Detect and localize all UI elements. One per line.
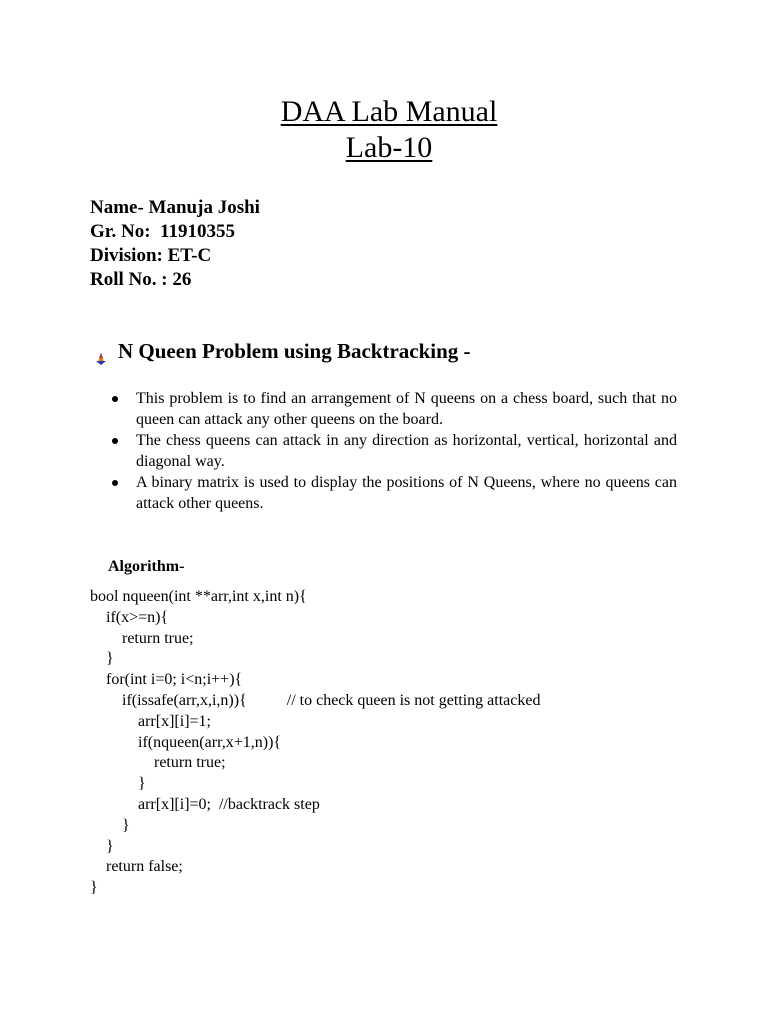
bullet-dot-icon [112, 396, 118, 402]
code-line: return false; [90, 858, 183, 876]
algorithm-label: Algorithm- [108, 558, 185, 575]
algorithm-code [90, 587, 540, 899]
arrow-bullet-icon [94, 346, 108, 360]
lab-number: Lab-10 [345, 131, 433, 164]
bullet-text: A binary matrix is used to display the positions of N Queens, where no queens can attack other queens. [136, 474, 677, 512]
code-line: } [90, 837, 114, 855]
code-line: if(x>=n){ [90, 608, 169, 626]
student-roll-no: Roll No. : 26 [90, 269, 192, 290]
code-line: arr[x][i]=1; [90, 712, 211, 730]
bullet-text: The chess queens can attack in any direction as horizontal, vertical, horizontal and diagonal way. [136, 432, 677, 470]
section-heading-text: N Queen Problem using Backtracking - [118, 339, 471, 363]
bullet-list [108, 388, 677, 514]
code-line: return true; [90, 754, 226, 772]
code-line: } [90, 650, 114, 668]
code-line: arr[x][i]=0; //backtrack step [90, 795, 320, 813]
code-line: return true; [90, 629, 194, 647]
bullet-item [108, 472, 677, 514]
bullet-dot-icon [112, 480, 118, 486]
code-line: if(issafe(arr,x,i,n)){ // to check queen is not getting attacked [90, 691, 541, 709]
student-name: Name- Manuja Joshi [90, 197, 260, 218]
bullet-item [108, 430, 677, 472]
student-info [90, 196, 260, 292]
code-line: for(int i=0; i<n;i++){ [90, 671, 243, 689]
document-title: DAA Lab Manual [280, 95, 498, 128]
student-division: Division: ET-C [90, 245, 212, 266]
code-line: } [90, 816, 130, 834]
code-line: } [90, 879, 98, 897]
bullet-text: This problem is to find an arrangement of N queens on a chess board, such that no queen can attack any other queens on the board. [136, 390, 677, 428]
bullet-item [108, 388, 677, 430]
bullet-dot-icon [112, 438, 118, 444]
student-gr-no: Gr. No: 11910355 [90, 221, 235, 242]
code-line: if(nqueen(arr,x+1,n)){ [90, 733, 282, 751]
code-line: bool nqueen(int **arr,int x,int n){ [90, 588, 307, 605]
title-block [0, 94, 768, 166]
code-line: } [90, 775, 146, 793]
section-heading [94, 338, 471, 364]
